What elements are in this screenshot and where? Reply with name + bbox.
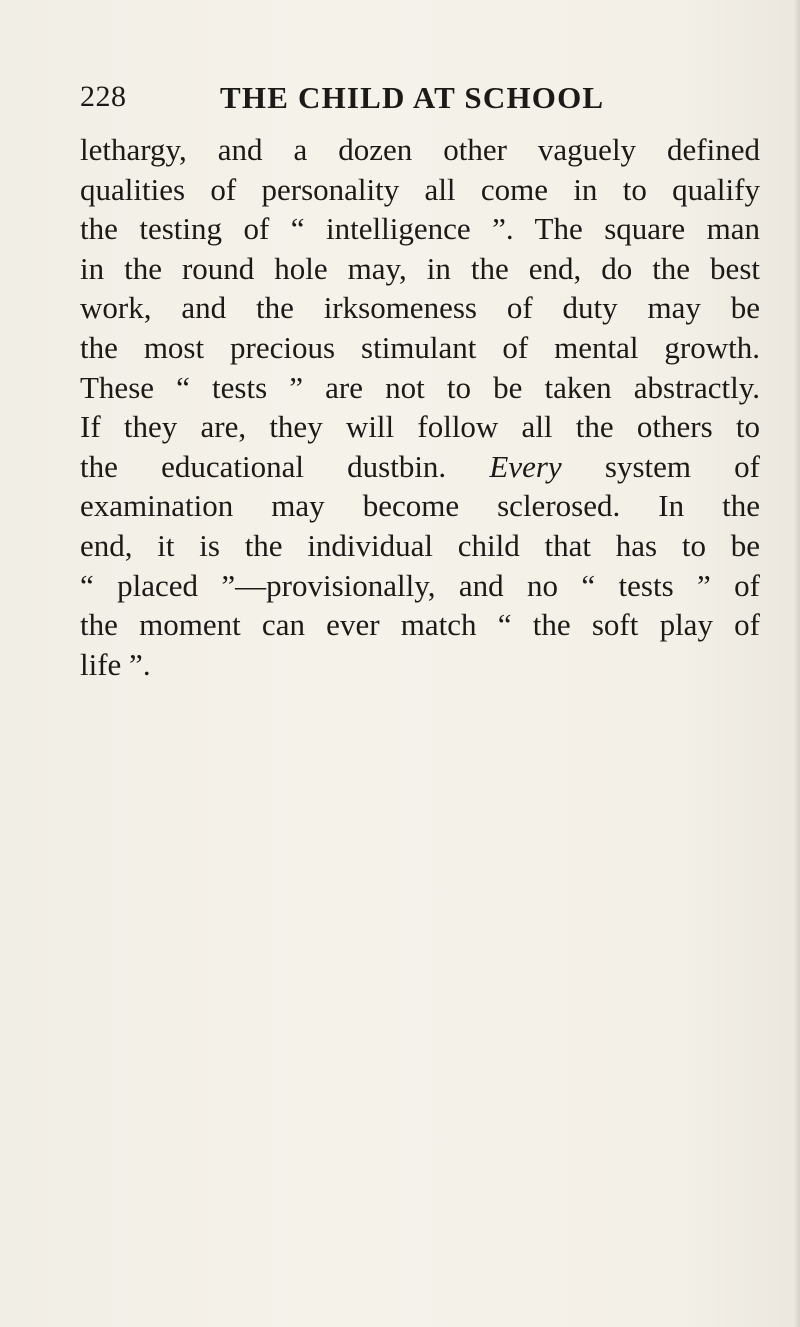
body-paragraph — [80, 130, 760, 684]
text-line: qualities of personality all come in to qualify — [80, 171, 760, 207]
text-line-with-emphasis — [80, 447, 760, 487]
text-line: examination may become sclerosed. In the — [80, 488, 760, 524]
page-header — [80, 80, 760, 120]
emphasized-word: Every — [489, 448, 562, 484]
text-line: work, and the irksomeness of duty may be — [80, 290, 760, 326]
text-line: If they are, they will follow all the others to — [80, 409, 760, 445]
text-segment: the educational dustbin. — [80, 448, 447, 484]
running-head: THE CHILD AT SCHOOL — [220, 80, 605, 115]
text-line: in the round hole may, in the end, do the best — [80, 250, 760, 286]
text-segment: system of — [604, 448, 761, 484]
text-line: the most precious stimulant of mental growth. — [80, 329, 760, 365]
text-line-last: life ”. — [80, 646, 151, 682]
page-number: 228 — [80, 80, 127, 113]
page-edge-shadow — [794, 0, 800, 1327]
text-line: These “ tests ” are not to be taken abstractly. — [80, 369, 760, 405]
text-line: “ placed ”—provisionally, and no “ tests ” of — [80, 567, 760, 603]
text-line: the testing of “ intelligence ”. The square man — [80, 211, 760, 247]
text-line: end, it is the individual child that has to be — [80, 527, 760, 563]
text-line: the moment can ever match “ the soft play of — [80, 607, 760, 643]
text-line: lethargy, and a dozen other vaguely defined — [80, 132, 760, 167]
